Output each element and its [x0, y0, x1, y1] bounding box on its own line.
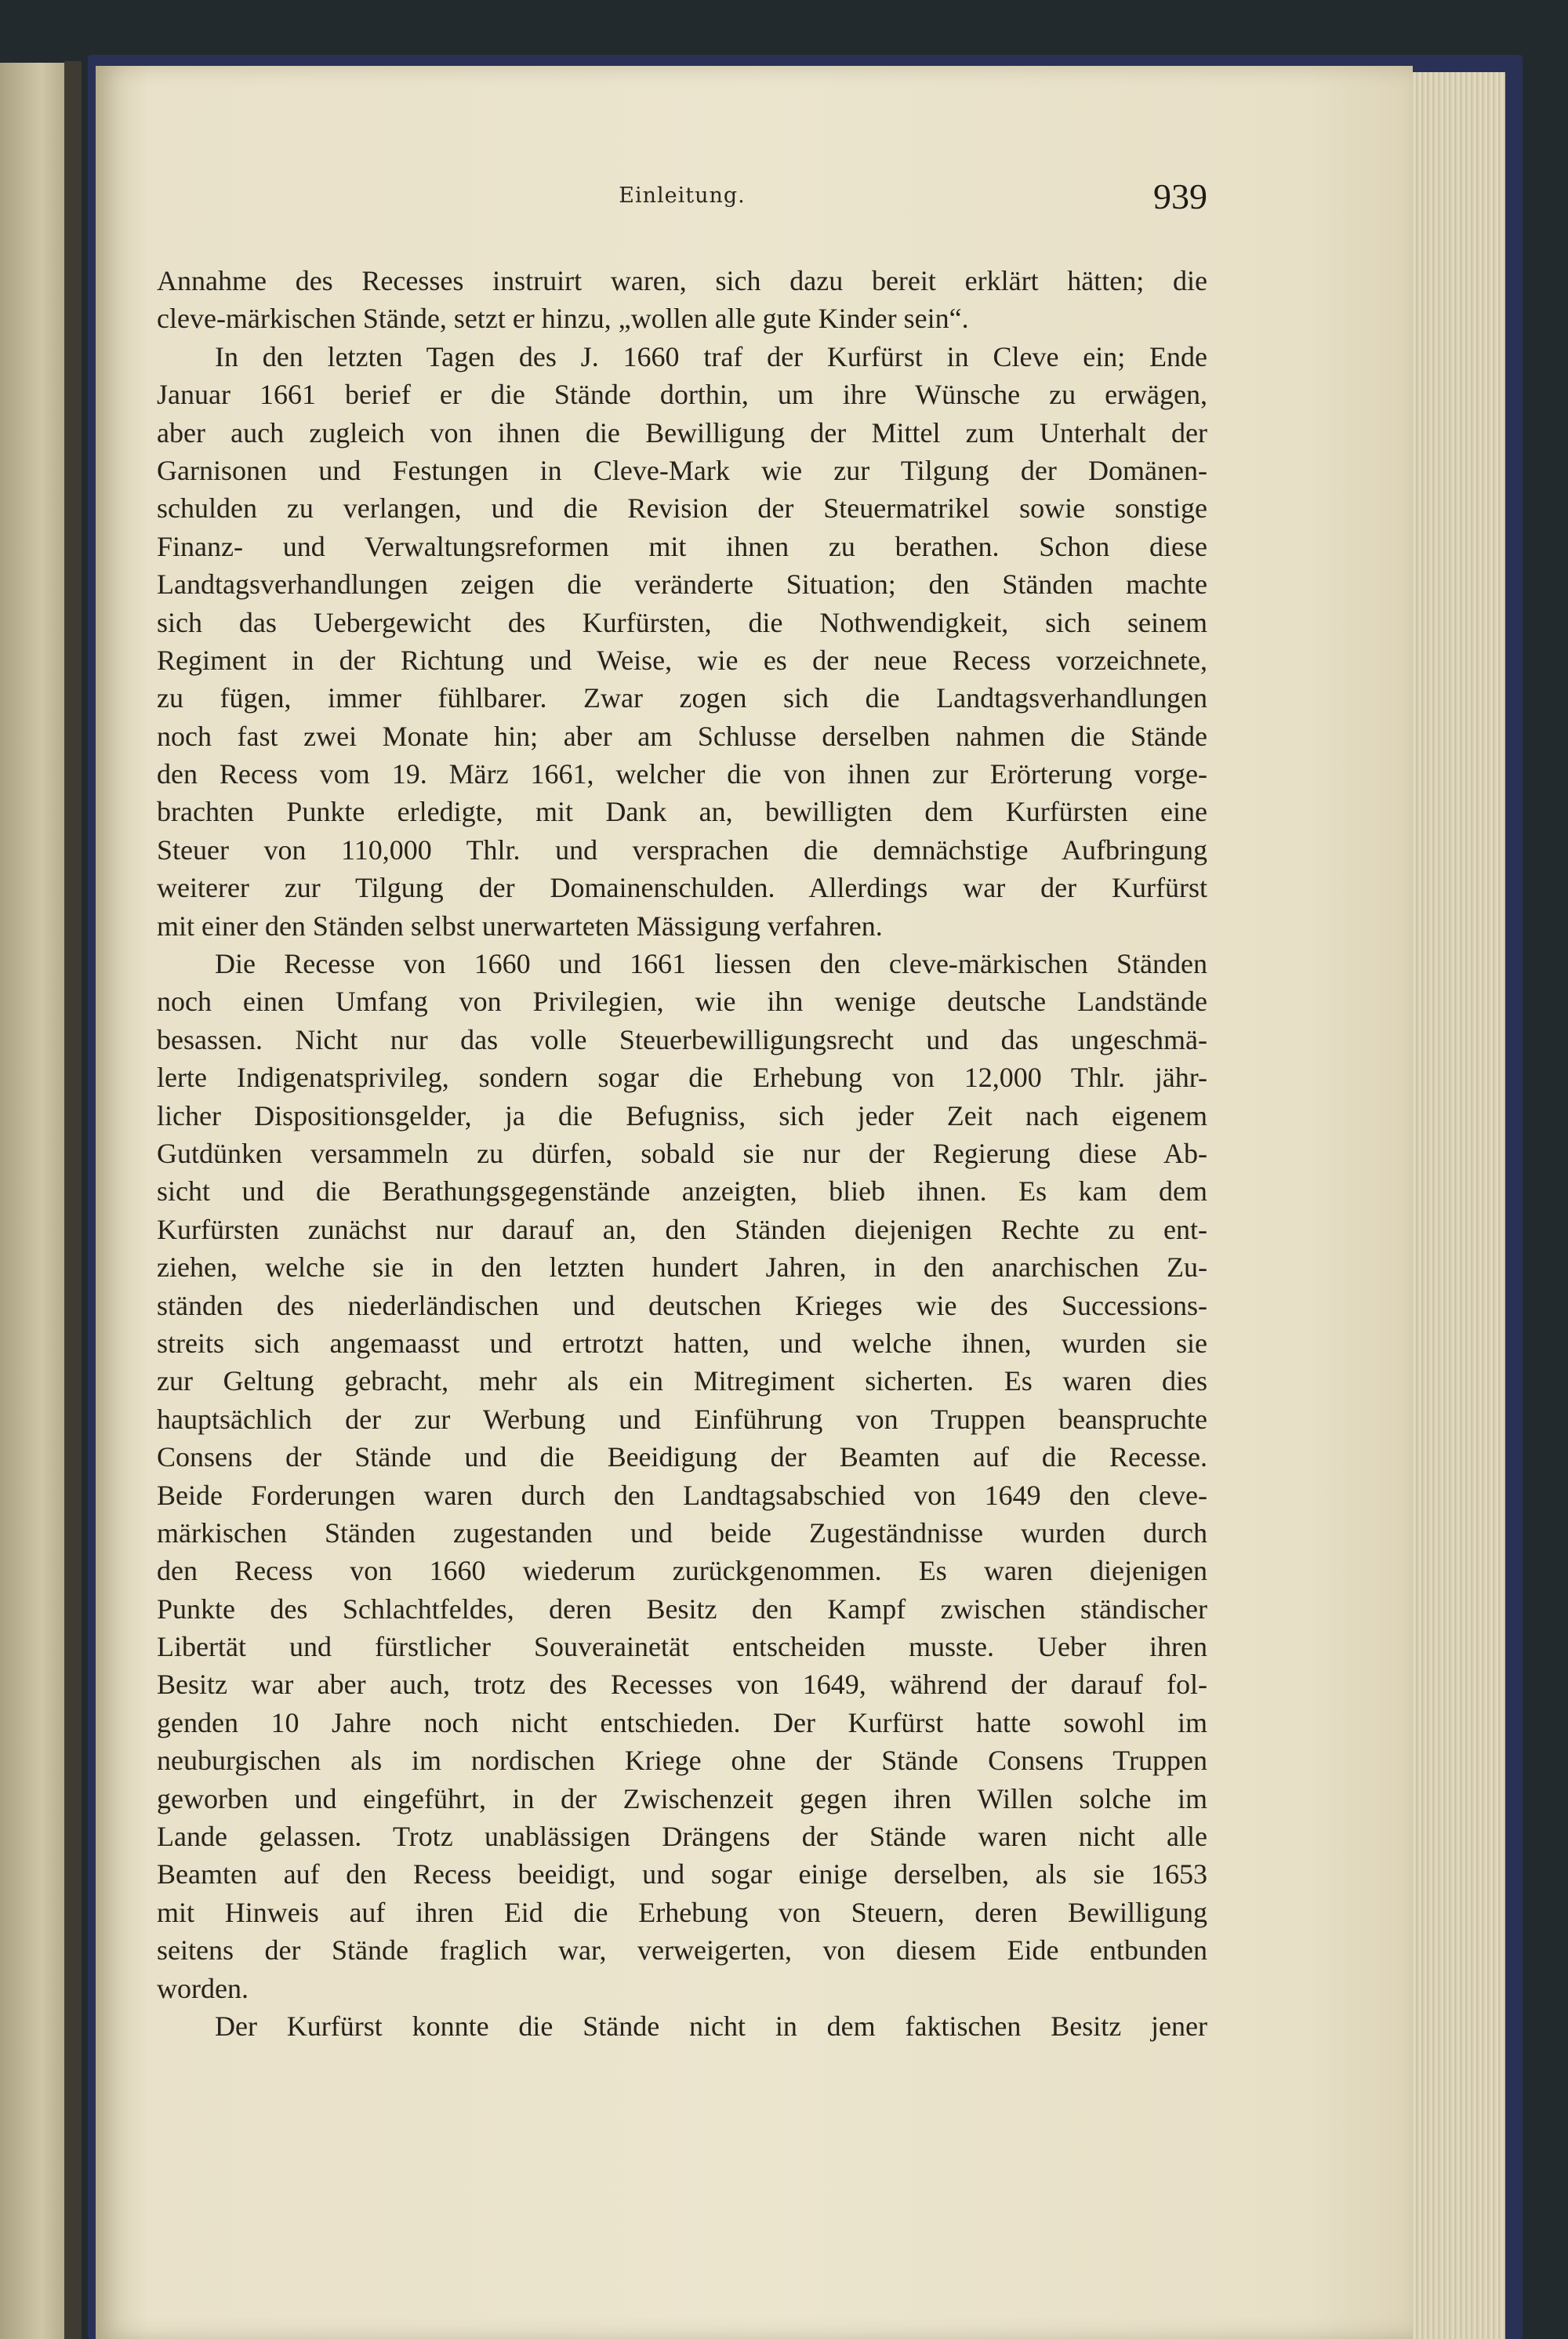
text-line: genden 10 Jahre noch nicht entschieden. Der Kurfürst hatte sowohl im	[157, 1706, 1207, 1738]
text-line: Gutdünken versammeln zu dürfen, sobald sie nur der Regierung diese Ab-	[157, 1137, 1207, 1169]
paragraph-first-line: Der Kurfürst konnte die Stände nicht in dem faktischen Besitz jener	[215, 2010, 1207, 2042]
text-line: den Recess vom 19. März 1661, welcher die von ihnen zur Erörterung vorge-	[157, 758, 1207, 790]
text-line: Lande gelassen. Trotz unablässigen Drängens der Stände waren nicht alle	[157, 1821, 1207, 1853]
text-line: streits sich angemaasst und ertrotzt hatten, und welche ihnen, wurden sie	[157, 1327, 1207, 1359]
text-line: sicht und die Berathungsgegenstände anzeigten, blieb ihnen. Es kam dem	[157, 1175, 1207, 1208]
text-line: märkischen Ständen zugestanden und beide Zugeständnisse wurden durch	[157, 1516, 1207, 1549]
running-head: Einleitung.	[619, 183, 746, 208]
text-line: Punkte des Schlachtfeldes, deren Besitz den Kampf zwischen ständischer	[157, 1593, 1207, 1625]
text-line: zu fügen, immer fühlbarer. Zwar zogen sich die Landtagsverhandlungen	[157, 682, 1207, 714]
text-line: Landtagsverhandlungen zeigen die veränderte Situation; den Ständen machte	[157, 568, 1207, 601]
text-line: Beamten auf den Recess beeidigt, und sogar einige derselben, als sie 1653	[157, 1858, 1207, 1890]
text-line: hauptsächlich der zur Werbung und Einführung von Truppen beanspruchte	[157, 1403, 1207, 1435]
text-line: brachten Punkte erledigte, mit Dank an, bewilligten dem Kurfürsten eine	[157, 796, 1207, 828]
text-line: Consens der Stände und die Beeidigung der Beamten auf die Recesse.	[157, 1441, 1207, 1473]
text-line: sich das Uebergewicht des Kurfürsten, die Nothwendigkeit, sich seinem	[157, 606, 1207, 638]
text-line: geworben und eingeführt, in der Zwischenzeit gegen ihren Willen solche im	[157, 1782, 1207, 1814]
text-line: Libertät und fürstlicher Souverainetät entscheiden musste. Ueber ihren	[157, 1631, 1207, 1663]
text-line: aber auch zugleich von ihnen die Bewilligung der Mittel zum Unterhalt der	[157, 416, 1207, 449]
page-header	[157, 176, 1207, 227]
text-line: Finanz- und Verwaltungsreformen mit ihnen zu berathen. Schon diese	[157, 530, 1207, 562]
text-line: besassen. Nicht nur das volle Steuerbewilligungsrecht und das ungeschmä-	[157, 1023, 1207, 1055]
text-line: den Recess von 1660 wiederum zurückgenommen. Es waren diejenigen	[157, 1555, 1207, 1587]
page-number: 939	[1153, 176, 1207, 216]
paragraph-first-line: Die Recesse von 1660 und 1661 liessen den cleve-märkischen Ständen	[215, 948, 1207, 980]
text-line: Kurfürsten zunächst nur darauf an, den Ständen diejenigen Rechte zu ent-	[157, 1213, 1207, 1245]
text-line: seitens der Stände fraglich war, verweigerten, von diesem Eide entbunden	[157, 1934, 1207, 1967]
body-text	[157, 262, 1207, 2045]
text-line: neuburgischen als im nordischen Kriege ohne der Stände Consens Truppen	[157, 1745, 1207, 1777]
text-line: Regiment in der Richtung und Weise, wie es der neue Recess vorzeichnete,	[157, 644, 1207, 676]
text-line: Steuer von 110,000 Thlr. und versprachen die demnächstige Aufbringung	[157, 834, 1207, 866]
text-line: cleve-märkischen Stände, setzt er hinzu, „wollen alle gute Kinder sein“.	[157, 303, 969, 335]
text-line: ziehen, welche sie in den letzten hundert Jahren, in den anarchischen Zu-	[157, 1251, 1207, 1284]
text-line: ständen des niederländischen und deutschen Krieges wie des Successions-	[157, 1289, 1207, 1321]
text-line: zur Geltung gebracht, mehr als ein Mitregiment sicherten. Es waren dies	[157, 1365, 1207, 1397]
book-gutter	[64, 61, 82, 2339]
text-line: Beide Forderungen waren durch den Landtagsabschied von 1649 den cleve-	[157, 1479, 1207, 1511]
text-line: mit einer den Ständen selbst unerwarteten Mässigung verfahren.	[157, 910, 883, 942]
text-line: lerte Indigenatsprivileg, sondern sogar die Erhebung von 12,000 Thlr. jähr-	[157, 1062, 1207, 1094]
text-line: licher Dispositionsgelder, ja die Befugniss, sich jeder Zeit nach eigenem	[157, 1099, 1207, 1131]
text-line: Garnisonen und Festungen in Cleve-Mark wie zur Tilgung der Domänen-	[157, 454, 1207, 486]
text-line: noch fast zwei Monate hin; aber am Schlusse derselben nahmen die Stände	[157, 720, 1207, 752]
text-line: noch einen Umfang von Privilegien, wie ihn wenige deutsche Landstände	[157, 986, 1207, 1018]
text-line: schulden zu verlangen, und die Revision der Steuermatrikel sowie sonstige	[157, 492, 1207, 525]
text-line: Besitz war aber auch, trotz des Recesses von 1649, während der darauf fol-	[157, 1669, 1207, 1701]
text-line: weiterer zur Tilgung der Domainenschulden. Allerdings war der Kurfürst	[157, 872, 1207, 904]
paragraph-first-line: In den letzten Tagen des J. 1660 traf der Kurfürst in Cleve ein; Ende	[215, 340, 1207, 372]
text-line: mit Hinweis auf ihren Eid die Erhebung von Steuern, deren Bewilligung	[157, 1896, 1207, 1928]
text-line: worden.	[157, 1972, 249, 2004]
text-line: Annahme des Recesses instruirt waren, sich dazu bereit erklärt hätten; die	[157, 265, 1207, 296]
text-line: Januar 1661 berief er die Stände dorthin, um ihre Wünsche zu erwägen,	[157, 379, 1207, 411]
